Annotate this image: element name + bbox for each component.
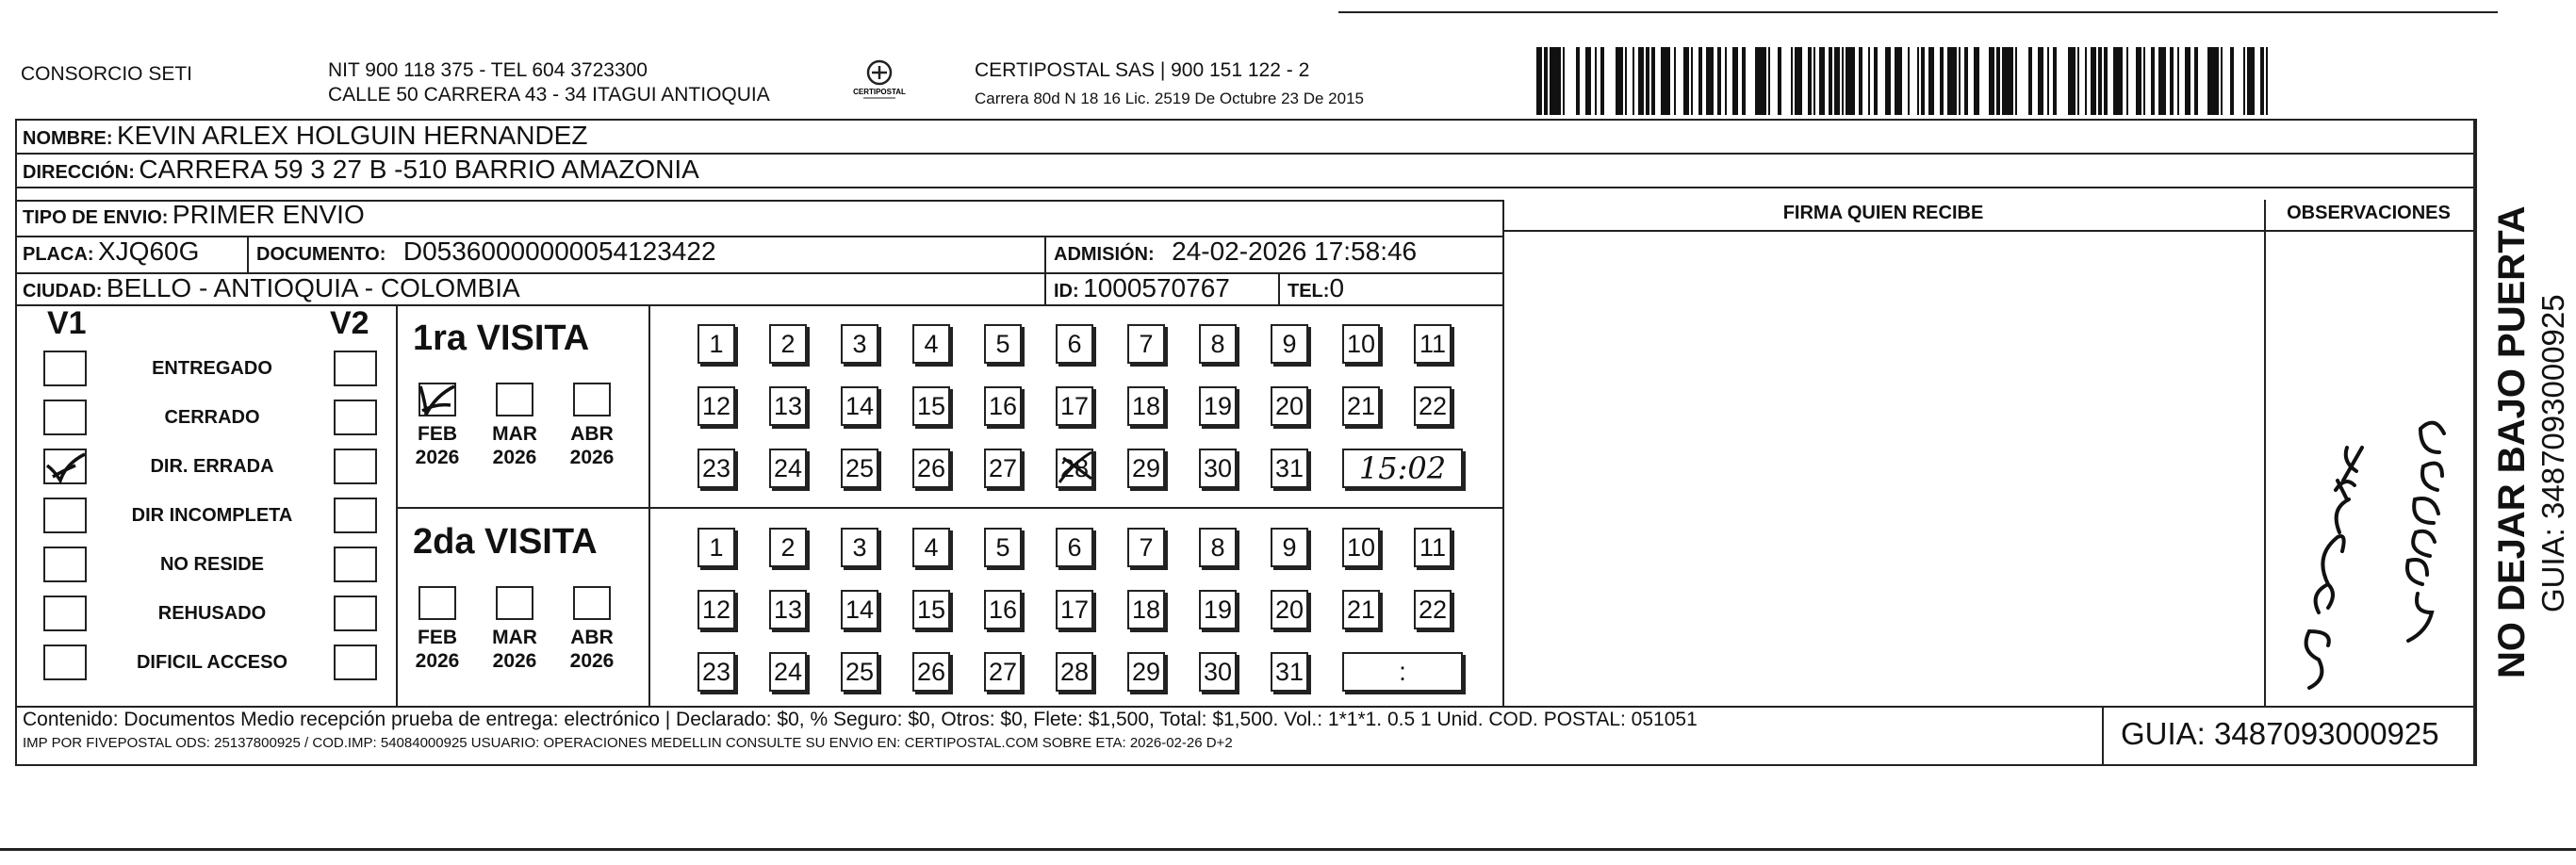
v1-checkbox-entregado[interactable]: [43, 351, 87, 386]
visit1-day-15[interactable]: 15: [912, 386, 950, 426]
visit2-day-23[interactable]: 23: [697, 652, 735, 692]
visit2-day-22[interactable]: 22: [1414, 590, 1452, 629]
visit1-day-27[interactable]: 27: [984, 449, 1022, 488]
carrier-name: CERTIPOSTAL SAS | 900 151 122 - 2: [975, 59, 1310, 81]
visit1-day-2[interactable]: 2: [769, 324, 807, 364]
visit2-day-28[interactable]: 28: [1056, 652, 1093, 692]
v1-checkbox-no-reside[interactable]: [43, 547, 87, 582]
recipient-name: KEVIN ARLEX HOLGUIN HERNANDEZ: [117, 121, 588, 150]
visit2-day-2[interactable]: 2: [769, 528, 807, 567]
observations-header: OBSERVACIONES: [2287, 203, 2451, 223]
visit1-month-checkbox-abr[interactable]: [573, 383, 611, 416]
visit-title-2: 2da VISITA: [413, 522, 598, 562]
visit1-day-26[interactable]: 26: [912, 449, 950, 488]
visit2-day-10[interactable]: 10: [1342, 528, 1380, 567]
admission-value: 24-02-2026 17:58:46: [1172, 237, 1418, 266]
visit2-day-13[interactable]: 13: [769, 590, 807, 629]
visit2-day-6[interactable]: 6: [1056, 528, 1093, 567]
plate-row: PLACA: XJQ60G: [23, 237, 200, 266]
status-label: REHUSADO: [157, 603, 267, 624]
visit2-day-17[interactable]: 17: [1056, 590, 1093, 629]
visit1-month-label: ABR 2026: [569, 423, 615, 468]
visit2-day-21[interactable]: 21: [1342, 590, 1380, 629]
visit2-day-25[interactable]: 25: [841, 652, 878, 692]
visit2-time-field[interactable]: :: [1342, 652, 1463, 692]
visit2-day-30[interactable]: 30: [1199, 652, 1237, 692]
v2-header: V2: [330, 305, 369, 341]
visit1-day-18[interactable]: 18: [1127, 386, 1165, 426]
strike-mark-icon: [1056, 449, 1097, 486]
visit2-day-11[interactable]: 11: [1414, 528, 1452, 567]
checkmark-icon: [43, 449, 87, 484]
visit2-day-18[interactable]: 18: [1127, 590, 1165, 629]
visit2-day-24[interactable]: 24: [769, 652, 807, 692]
visit2-day-7[interactable]: 7: [1127, 528, 1165, 567]
status-label: DIR. ERRADA: [150, 456, 274, 477]
recipient-address: CARRERA 59 3 27 B -510 BARRIO AMAZONIA: [139, 155, 699, 184]
visit2-day-14[interactable]: 14: [841, 590, 878, 629]
visit1-day-22[interactable]: 22: [1414, 386, 1452, 426]
visit1-day-6[interactable]: 6: [1056, 324, 1093, 364]
visit2-month-checkbox-feb[interactable]: [418, 586, 456, 620]
v2-checkbox-dir-errada[interactable]: [334, 449, 377, 484]
visit1-day-1[interactable]: 1: [697, 324, 735, 364]
recipient-name-row: NOMBRE: KEVIN ARLEX HOLGUIN HERNANDEZ: [23, 121, 588, 150]
visit2-month-label: ABR 2026: [569, 627, 615, 672]
carrier-license: Carrera 80d N 18 16 Lic. 2519 De Octubre 23 De 2015: [975, 90, 1364, 107]
visit1-month-label: FEB 2026: [415, 423, 460, 468]
visit2-day-12[interactable]: 12: [697, 590, 735, 629]
status-label: DIR INCOMPLETA: [131, 505, 293, 526]
visit1-day-20[interactable]: 20: [1271, 386, 1308, 426]
city-value: BELLO - ANTIOQUIA - COLOMBIA: [106, 273, 520, 302]
sender-address: CALLE 50 CARRERA 43 - 34 ITAGUI ANTIOQUIA: [328, 84, 770, 106]
id-row: ID: 1000570767: [1054, 273, 1230, 302]
footer-content-line: Contenido: Documentos Medio recepción prueba de entrega: electrónico | Declarado: $0, % Seguro: $0, Otros: $0, Flete: $1,500, Total: $1,500. Vol.: 1*1*1. 0.5 1 Unid. COD. POSTAL: 051051: [23, 709, 1698, 730]
v2-checkbox-entregado[interactable]: [334, 351, 377, 386]
side-guia: GUIA: 3487093000925: [2535, 294, 2570, 612]
visit2-month-label: FEB 2026: [415, 627, 460, 672]
v2-checkbox-cerrado[interactable]: [334, 400, 377, 435]
svg-text:CERTIPOSTAL: CERTIPOSTAL: [853, 88, 906, 96]
shipment-type-row: TIPO DE ENVIO: PRIMER ENVIO: [23, 200, 365, 229]
signature-header: FIRMA QUIEN RECIBE: [1782, 203, 1984, 223]
visit1-day-11[interactable]: 11: [1414, 324, 1452, 364]
id-value: 1000570767: [1083, 273, 1230, 302]
visit1-day-4[interactable]: 4: [912, 324, 950, 364]
visit2-day-31[interactable]: 31: [1271, 652, 1308, 692]
bottom-border-line: [0, 848, 2576, 851]
visit2-day-16[interactable]: 16: [984, 590, 1022, 629]
barcode: [1536, 47, 2290, 115]
side-warning: NO DEJAR BAJO PUERTA: [2491, 205, 2533, 678]
city-row: CIUDAD: BELLO - ANTIOQUIA - COLOMBIA: [23, 273, 520, 302]
v2-checkbox-no-reside[interactable]: [334, 547, 377, 582]
visit1-day-9[interactable]: 9: [1271, 324, 1308, 364]
v1-checkbox-rehusado[interactable]: [43, 596, 87, 631]
tel-value: 0: [1329, 273, 1345, 302]
visit1-day-29[interactable]: 29: [1127, 449, 1165, 488]
status-label: CERRADO: [164, 407, 260, 428]
v1-checkbox-dir-incompleta[interactable]: [43, 498, 87, 533]
handwritten-observation: [2281, 339, 2469, 697]
v2-checkbox-dificil-acceso[interactable]: [334, 645, 377, 680]
admission-row: ADMISIÓN: 24-02-2026 17:58:46: [1054, 237, 1418, 266]
status-label: NO RESIDE: [159, 554, 265, 575]
visit1-month-checkbox-mar[interactable]: [496, 383, 533, 416]
top-border-line: [1338, 0, 2498, 13]
visit1-day-8[interactable]: 8: [1199, 324, 1237, 364]
visit2-day-8[interactable]: 8: [1199, 528, 1237, 567]
sender-nit: NIT 900 118 375 - TEL 604 3723300: [328, 59, 648, 81]
visit1-day-28[interactable]: 28: [1056, 449, 1093, 488]
visit2-day-15[interactable]: 15: [912, 590, 950, 629]
visit1-day-3[interactable]: 3: [841, 324, 878, 364]
recipient-address-row: DIRECCIÓN: CARRERA 59 3 27 B -510 BARRIO AMAZONIA: [23, 155, 699, 184]
visit2-day-27[interactable]: 27: [984, 652, 1022, 692]
plate-value: XJQ60G: [98, 237, 200, 266]
visit2-day-29[interactable]: 29: [1127, 652, 1165, 692]
visit-title-1: 1ra VISITA: [413, 318, 590, 358]
visit2-month-label: MAR 2026: [492, 627, 537, 672]
visit1-day-24[interactable]: 24: [769, 449, 807, 488]
visit1-day-19[interactable]: 19: [1199, 386, 1237, 426]
visit2-day-1[interactable]: 1: [697, 528, 735, 567]
sender-name: CONSORCIO SETI: [21, 63, 193, 85]
visit1-month-checkbox-feb[interactable]: [418, 383, 456, 416]
visit2-month-checkbox-mar[interactable]: [496, 586, 533, 620]
visit1-time-field[interactable]: 15:02: [1342, 449, 1463, 488]
v2-checkbox-dir-incompleta[interactable]: [334, 498, 377, 533]
visit2-day-19[interactable]: 19: [1199, 590, 1237, 629]
visit1-day-23[interactable]: 23: [697, 449, 735, 488]
certipostal-logo-icon: [853, 57, 906, 104]
v1-checkbox-dificil-acceso[interactable]: [43, 645, 87, 680]
visit1-day-17[interactable]: 17: [1056, 386, 1093, 426]
visit1-day-12[interactable]: 12: [697, 386, 735, 426]
visit1-month-label: MAR 2026: [492, 423, 537, 468]
visit2-day-9[interactable]: 9: [1271, 528, 1308, 567]
visit1-day-30[interactable]: 30: [1199, 449, 1237, 488]
visit1-day-16[interactable]: 16: [984, 386, 1022, 426]
visit2-day-26[interactable]: 26: [912, 652, 950, 692]
visit1-day-25[interactable]: 25: [841, 449, 878, 488]
visit1-day-14[interactable]: 14: [841, 386, 878, 426]
visit1-day-5[interactable]: 5: [984, 324, 1022, 364]
visit1-day-31[interactable]: 31: [1271, 449, 1308, 488]
v1-checkbox-dir-errada[interactable]: [43, 449, 87, 484]
visit2-day-5[interactable]: 5: [984, 528, 1022, 567]
tel-row: TEL:0: [1288, 273, 1345, 302]
visit2-day-20[interactable]: 20: [1271, 590, 1308, 629]
v2-checkbox-rehusado[interactable]: [334, 596, 377, 631]
visit2-day-3[interactable]: 3: [841, 528, 878, 567]
status-label: DIFICIL ACCESO: [136, 652, 287, 673]
v1-checkbox-cerrado[interactable]: [43, 400, 87, 435]
footer-print-line: IMP POR FIVEPOSTAL ODS: 25137800925 / COD.IMP: 54084000925 USUARIO: OPERACIONES MEDELLIN CONSULTE SU ENVIO EN: CERTIPOSTAL.COM SOBRE ETA: 2026-02-26 D+2: [23, 735, 1233, 751]
status-label: ENTREGADO: [152, 358, 272, 379]
document-value: D05360000000054123422: [402, 237, 716, 266]
checkmark-icon: [418, 383, 456, 416]
visit1-day-10[interactable]: 10: [1342, 324, 1380, 364]
visit2-day-4[interactable]: 4: [912, 528, 950, 567]
shipment-type: PRIMER ENVIO: [172, 200, 365, 229]
footer-guia: GUIA: 3487093000925: [2121, 716, 2439, 751]
visit1-day-13[interactable]: 13: [769, 386, 807, 426]
v1-header: V1: [47, 305, 87, 341]
visit1-day-7[interactable]: 7: [1127, 324, 1165, 364]
visit2-month-checkbox-abr[interactable]: [573, 586, 611, 620]
visit1-day-21[interactable]: 21: [1342, 386, 1380, 426]
document-row: DOCUMENTO: D05360000000054123422: [256, 237, 716, 266]
